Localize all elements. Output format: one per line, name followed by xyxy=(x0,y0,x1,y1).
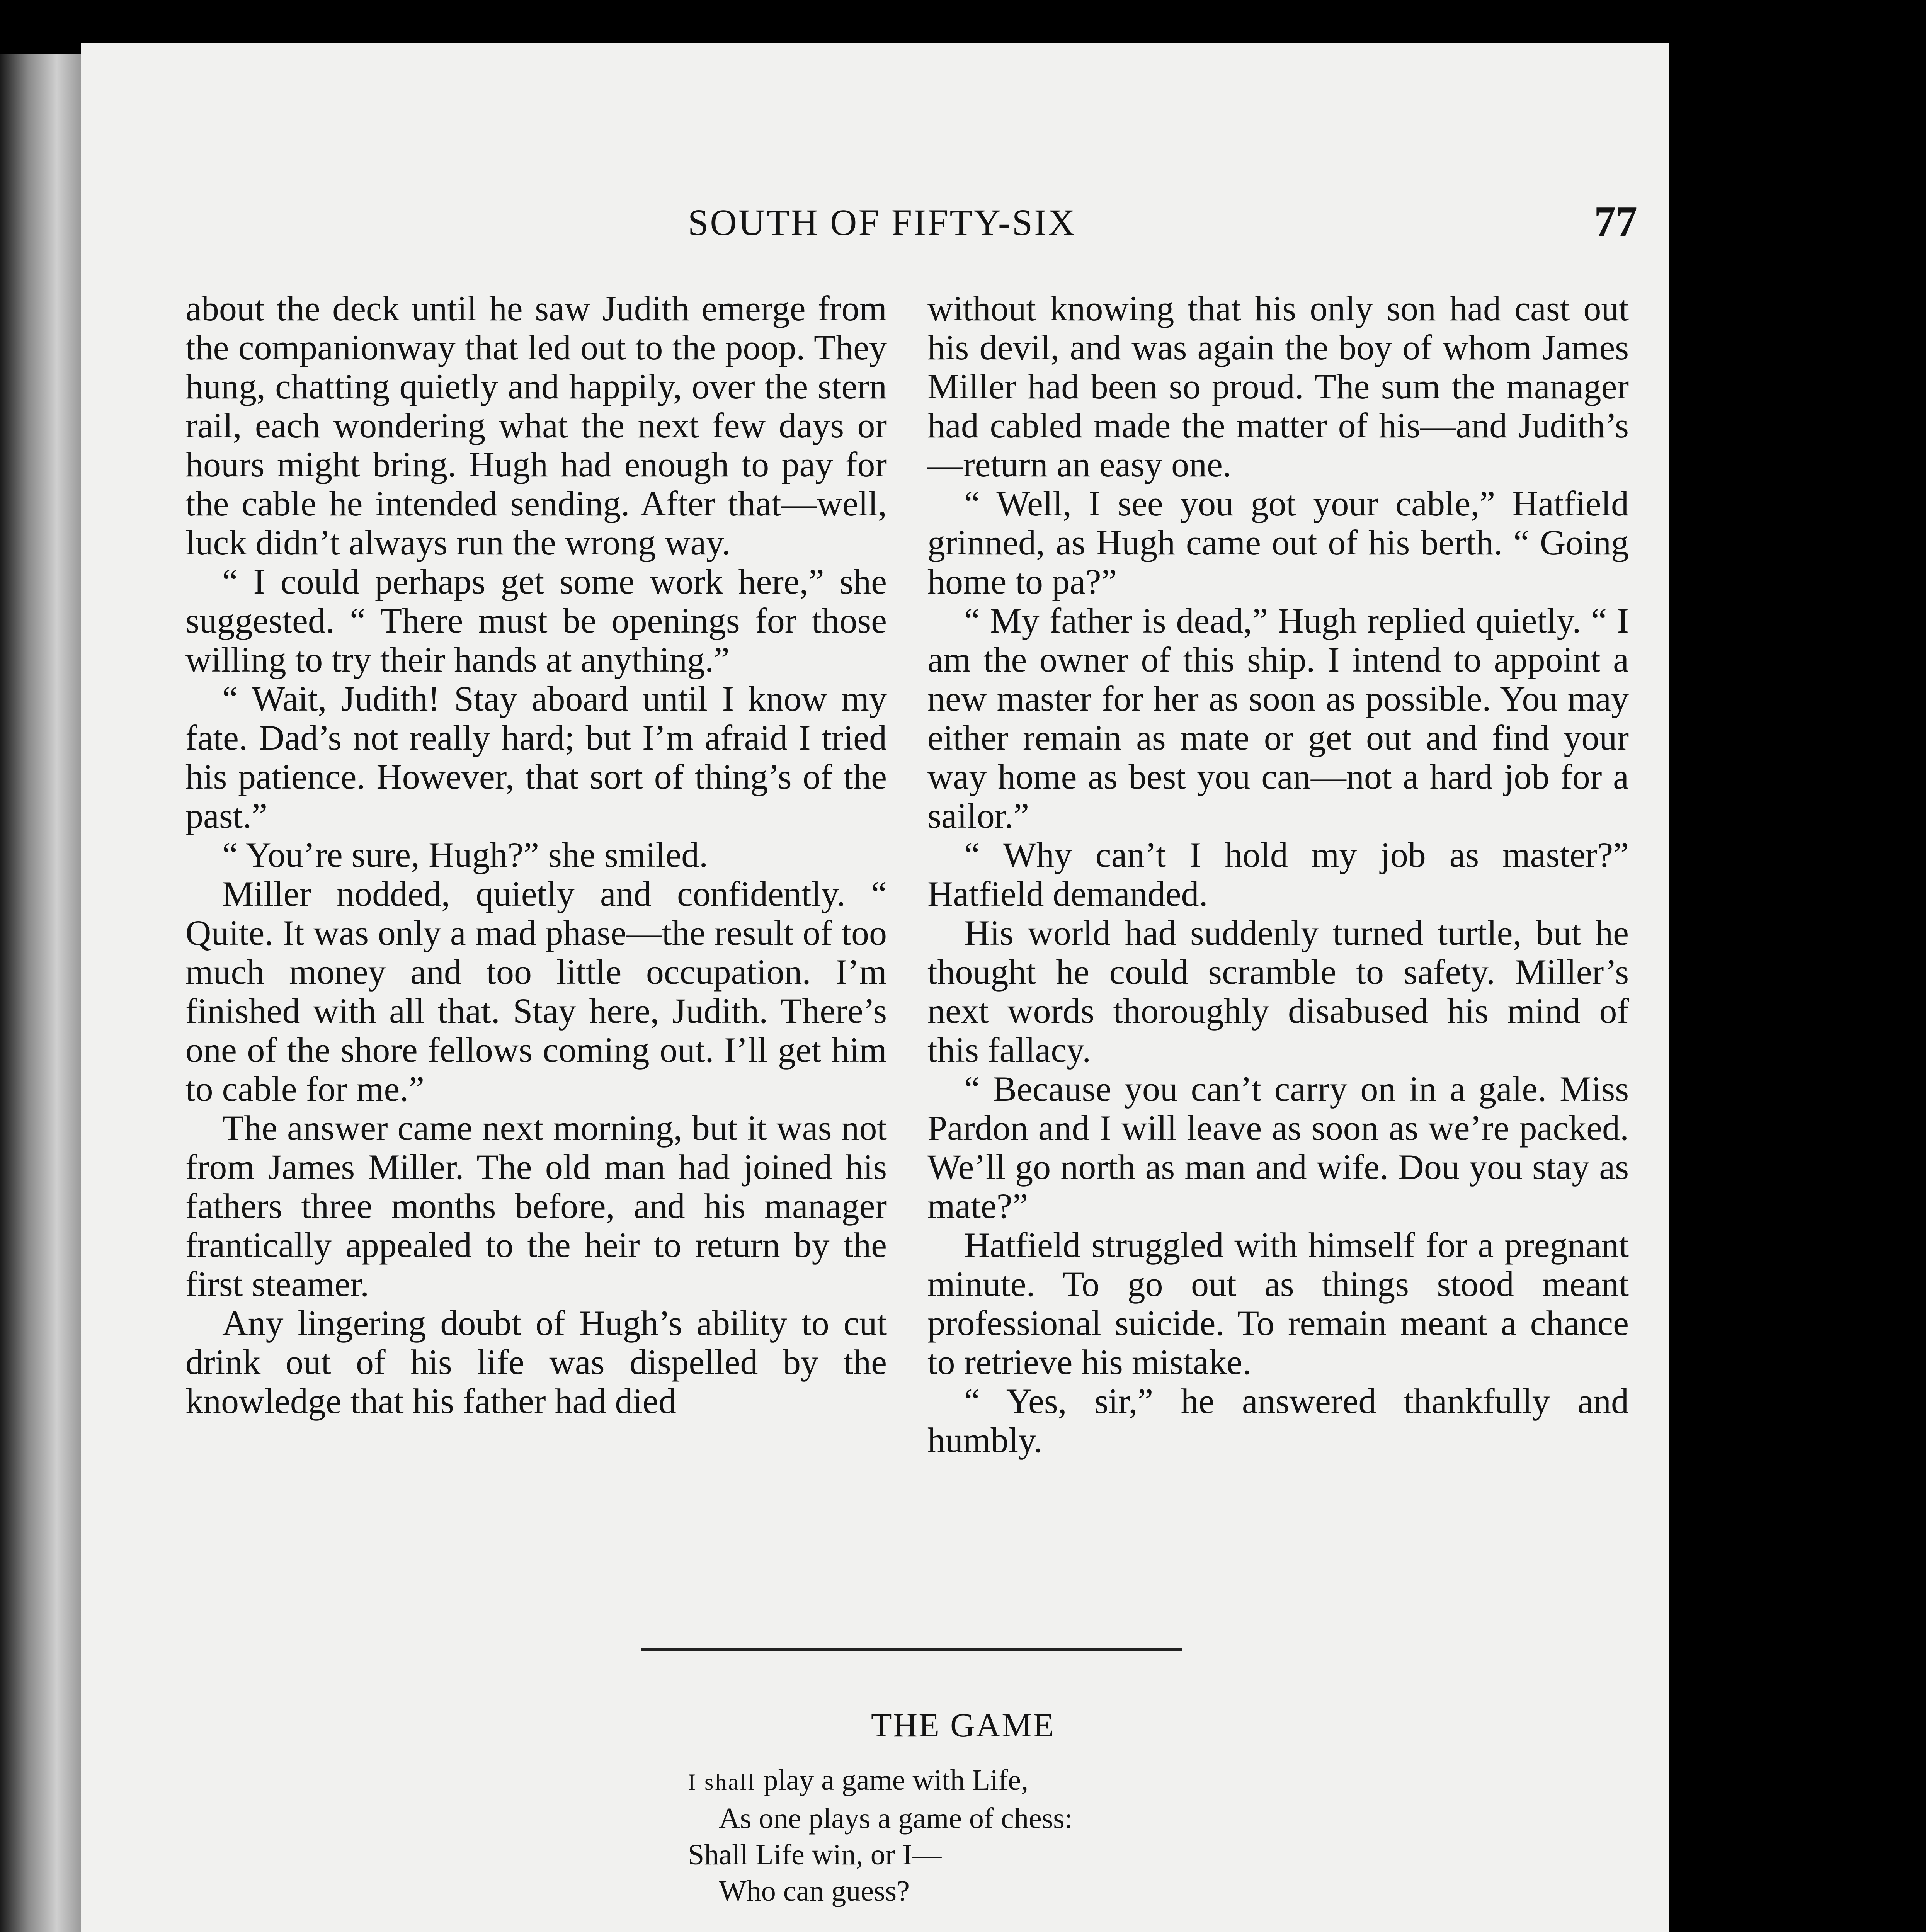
poem-opening-words: I shall xyxy=(688,1769,756,1795)
poem-line xyxy=(688,1762,1268,1800)
paragraph: The answer came next morning, but it was not from James Miller. The old man had joined his fathers three months before, and his manager frantically appealed to the heir to return by the first steamer. xyxy=(185,1108,887,1304)
paragraph: His world had suddenly turned turtle, but he thought he could scramble to safety. Miller’s next words thoroughly disabused his mind of this fallacy. xyxy=(927,913,1629,1070)
running-title: SOUTH OF FIFTY-SIX xyxy=(688,202,1077,243)
story-column-right xyxy=(927,289,1629,1460)
paragraph: “ My father is dead,” Hugh replied quietly. “ I am the owner of this ship. I intend to appoint a new master for her as soon as possible. You may either remain as mate or get out and find your way home as best you can—not a hard job for a sailor.” xyxy=(927,601,1629,835)
poem-line: Shall Life win, or I— xyxy=(688,1838,942,1871)
poem-line: As one plays a game of chess: xyxy=(719,1802,1073,1835)
paragraph: “ Because you can’t carry on in a gale. Miss Pardon and I will leave as soon as we’re packed. We’ll go north as man and wife. Dou you stay as mate?” xyxy=(927,1069,1629,1226)
paragraph: Hatfield struggled with himself for a pregnant minute. To go out as things stood meant professional suicide. To remain meant a chance to retrieve his mistake. xyxy=(927,1225,1629,1382)
poem-body xyxy=(688,1762,1268,1932)
paragraph: “ Wait, Judith! Stay aboard until I know my fate. Dad’s not really hard; but I’m afraid I tried his patience. However, that sort of thing’s of the past.” xyxy=(185,679,887,835)
page-number: 77 xyxy=(1594,198,1637,246)
story-column-left xyxy=(185,289,887,1421)
poem-line-text: play a game with Life, xyxy=(756,1764,1029,1796)
paragraph: Any lingering doubt of Hugh’s ability to cut drink out of his life was dispelled by the knowledge that his father had died xyxy=(185,1303,887,1421)
section-divider xyxy=(641,1648,1182,1651)
paragraph: “ Yes, sir,” he answered thankfully and humbly. xyxy=(927,1381,1629,1460)
poem-title: THE GAME xyxy=(871,1707,1055,1744)
poem-stanza xyxy=(688,1762,1268,1909)
poem-line: Who can guess? xyxy=(719,1875,910,1907)
paragraph: “ Why can’t I hold my job as master?” Hatfield demanded. xyxy=(927,835,1629,913)
paragraph: “ Well, I see you got your cable,” Hatfield grinned, as Hugh came out of his berth. “ Going home to pa?” xyxy=(927,484,1629,601)
paragraph: “ I could perhaps get some work here,” she suggested. “ There must be openings for those willing to try their hands at anything.” xyxy=(185,562,887,679)
paragraph: without knowing that his only son had cast out his devil, and was again the boy of whom James Miller had been so proud. The sum the manager had cabled made the matter of his—and Judith’s—return an easy one. xyxy=(927,289,1629,484)
facing-page-edge xyxy=(0,54,81,1932)
paragraph: about the deck until he saw Judith emerge from the companionway that led out to the poop. They hung, chatting quietly and happily, over the stern rail, each wondering what the next few days or hours might bring. Hugh had enough to pay for the cable he intended sending. After that—well, luck didn’t always run the wrong way. xyxy=(185,289,887,562)
paragraph: Miller nodded, quietly and confidently. “ Quite. It was only a mad phase—the result of too much money and too little occupation. I’m finished with all that. Stay here, Judith. There’s one of the shore fellows coming out. I’ll get him to cable for me.” xyxy=(185,874,887,1109)
paragraph: “ You’re sure, Hugh?” she smiled. xyxy=(222,835,708,874)
